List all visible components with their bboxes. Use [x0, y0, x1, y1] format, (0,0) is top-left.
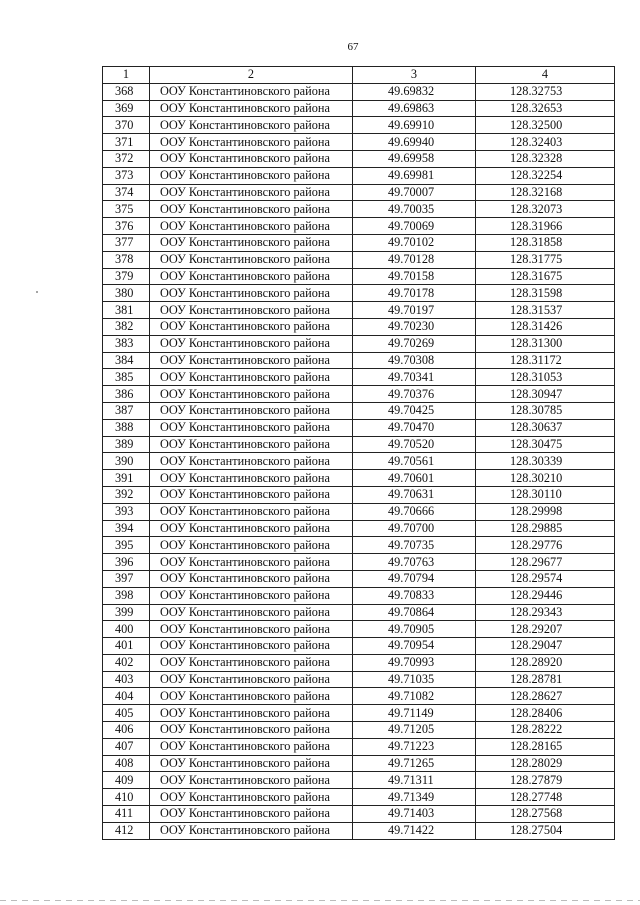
organization-name: ООУ Константиновского района [150, 554, 353, 571]
table-row [103, 386, 615, 403]
latitude-value: 49.70102 [353, 234, 476, 251]
longitude-value: 128.30785 [476, 402, 615, 419]
page-number: 67 [347, 41, 359, 53]
latitude-value: 49.70735 [353, 537, 476, 554]
row-number: 370 [103, 117, 150, 134]
longitude-value: 128.30110 [476, 486, 615, 503]
longitude-value: 128.32168 [476, 184, 615, 201]
table-row [103, 436, 615, 453]
longitude-value: 128.30947 [476, 386, 615, 403]
organization-name: ООУ Константиновского района [150, 251, 353, 268]
latitude-value: 49.70700 [353, 520, 476, 537]
organization-name: ООУ Константиновского района [150, 822, 353, 839]
organization-name: ООУ Константиновского района [150, 335, 353, 352]
latitude-value: 49.70007 [353, 184, 476, 201]
organization-name: ООУ Константиновского района [150, 705, 353, 722]
longitude-value: 128.32753 [476, 83, 615, 100]
row-number: 385 [103, 369, 150, 386]
longitude-value: 128.29677 [476, 554, 615, 571]
row-number: 408 [103, 755, 150, 772]
organization-name: ООУ Константиновского района [150, 234, 353, 251]
row-number: 373 [103, 167, 150, 184]
latitude-value: 49.70128 [353, 251, 476, 268]
latitude-value: 49.71403 [353, 806, 476, 823]
row-number: 386 [103, 386, 150, 403]
table-row [103, 268, 615, 285]
organization-name: ООУ Константиновского района [150, 755, 353, 772]
latitude-value: 49.70230 [353, 318, 476, 335]
latitude-value: 49.70631 [353, 486, 476, 503]
row-number: 369 [103, 100, 150, 117]
table-row [103, 201, 615, 218]
header-col-1: 1 [103, 67, 150, 84]
longitude-value: 128.32500 [476, 117, 615, 134]
row-number: 397 [103, 570, 150, 587]
organization-name: ООУ Константиновского района [150, 688, 353, 705]
row-number: 372 [103, 150, 150, 167]
table-row [103, 318, 615, 335]
table-row [103, 251, 615, 268]
margin-speck [36, 291, 38, 293]
organization-name: ООУ Константиновского района [150, 604, 353, 621]
organization-name: ООУ Константиновского района [150, 419, 353, 436]
latitude-value: 49.70308 [353, 352, 476, 369]
table-row [103, 604, 615, 621]
organization-name: ООУ Константиновского района [150, 503, 353, 520]
row-number: 405 [103, 705, 150, 722]
table-row [103, 218, 615, 235]
organization-name: ООУ Константиновского района [150, 671, 353, 688]
longitude-value: 128.31858 [476, 234, 615, 251]
organization-name: ООУ Константиновского района [150, 722, 353, 739]
row-number: 406 [103, 722, 150, 739]
row-number: 409 [103, 772, 150, 789]
longitude-value: 128.32254 [476, 167, 615, 184]
table-row [103, 453, 615, 470]
longitude-value: 128.31172 [476, 352, 615, 369]
longitude-value: 128.29998 [476, 503, 615, 520]
longitude-value: 128.31966 [476, 218, 615, 235]
latitude-value: 49.71082 [353, 688, 476, 705]
header-col-2: 2 [150, 67, 353, 84]
longitude-value: 128.31775 [476, 251, 615, 268]
latitude-value: 49.70763 [353, 554, 476, 571]
latitude-value: 49.70425 [353, 402, 476, 419]
organization-name: ООУ Константиновского района [150, 470, 353, 487]
organization-name: ООУ Константиновского района [150, 537, 353, 554]
row-number: 383 [103, 335, 150, 352]
organization-name: ООУ Константиновского района [150, 453, 353, 470]
table-row [103, 806, 615, 823]
organization-name: ООУ Константиновского района [150, 184, 353, 201]
longitude-value: 128.31675 [476, 268, 615, 285]
latitude-value: 49.70954 [353, 638, 476, 655]
table-row [103, 184, 615, 201]
latitude-value: 49.70833 [353, 587, 476, 604]
longitude-value: 128.30637 [476, 419, 615, 436]
longitude-value: 128.28920 [476, 654, 615, 671]
latitude-value: 49.69863 [353, 100, 476, 117]
longitude-value: 128.27568 [476, 806, 615, 823]
latitude-value: 49.69940 [353, 134, 476, 151]
row-number: 375 [103, 201, 150, 218]
table-row [103, 772, 615, 789]
header-row [103, 67, 615, 84]
latitude-value: 49.70158 [353, 268, 476, 285]
table-header [103, 67, 615, 84]
table-row [103, 554, 615, 571]
organization-name: ООУ Константиновского района [150, 318, 353, 335]
latitude-value: 49.71265 [353, 755, 476, 772]
latitude-value: 49.70520 [353, 436, 476, 453]
organization-name: ООУ Константиновского района [150, 302, 353, 319]
table-row [103, 167, 615, 184]
latitude-value: 49.71223 [353, 738, 476, 755]
row-number: 398 [103, 587, 150, 604]
organization-name: ООУ Константиновского района [150, 352, 353, 369]
longitude-value: 128.28627 [476, 688, 615, 705]
table-row [103, 587, 615, 604]
table-row [103, 705, 615, 722]
row-number: 378 [103, 251, 150, 268]
latitude-value: 49.71035 [353, 671, 476, 688]
row-number: 368 [103, 83, 150, 100]
longitude-value: 128.29776 [476, 537, 615, 554]
longitude-value: 128.31598 [476, 285, 615, 302]
organization-name: ООУ Константиновского района [150, 486, 353, 503]
organization-name: ООУ Константиновского района [150, 738, 353, 755]
table-row [103, 402, 615, 419]
longitude-value: 128.31537 [476, 302, 615, 319]
table-row [103, 722, 615, 739]
row-number: 393 [103, 503, 150, 520]
table-row [103, 335, 615, 352]
latitude-value: 49.69910 [353, 117, 476, 134]
latitude-value: 49.70601 [353, 470, 476, 487]
longitude-value: 128.32403 [476, 134, 615, 151]
table-body [103, 83, 615, 839]
latitude-value: 49.70666 [353, 503, 476, 520]
latitude-value: 49.70864 [353, 604, 476, 621]
organization-name: ООУ Константиновского района [150, 638, 353, 655]
longitude-value: 128.28222 [476, 722, 615, 739]
table-row [103, 486, 615, 503]
longitude-value: 128.29343 [476, 604, 615, 621]
organization-name: ООУ Константиновского района [150, 621, 353, 638]
row-number: 402 [103, 654, 150, 671]
table-row [103, 100, 615, 117]
latitude-value: 49.71311 [353, 772, 476, 789]
row-number: 374 [103, 184, 150, 201]
scan-edge-mark [0, 900, 640, 901]
organization-name: ООУ Константиновского района [150, 436, 353, 453]
table-row [103, 369, 615, 386]
longitude-value: 128.31426 [476, 318, 615, 335]
table-row [103, 285, 615, 302]
row-number: 392 [103, 486, 150, 503]
table-row [103, 570, 615, 587]
table-row [103, 688, 615, 705]
longitude-value: 128.28406 [476, 705, 615, 722]
longitude-value: 128.29446 [476, 587, 615, 604]
table-row [103, 302, 615, 319]
latitude-value: 49.70269 [353, 335, 476, 352]
row-number: 382 [103, 318, 150, 335]
table-row [103, 789, 615, 806]
table-row [103, 117, 615, 134]
latitude-value: 49.69958 [353, 150, 476, 167]
table-row [103, 150, 615, 167]
row-number: 396 [103, 554, 150, 571]
longitude-value: 128.30210 [476, 470, 615, 487]
longitude-value: 128.28781 [476, 671, 615, 688]
organization-name: ООУ Константиновского района [150, 806, 353, 823]
latitude-value: 49.69832 [353, 83, 476, 100]
organization-name: ООУ Константиновского района [150, 150, 353, 167]
organization-name: ООУ Константиновского района [150, 772, 353, 789]
row-number: 400 [103, 621, 150, 638]
latitude-value: 49.70178 [353, 285, 476, 302]
longitude-value: 128.29574 [476, 570, 615, 587]
row-number: 410 [103, 789, 150, 806]
table-row [103, 134, 615, 151]
row-number: 388 [103, 419, 150, 436]
latitude-value: 49.71349 [353, 789, 476, 806]
organization-name: ООУ Константиновского района [150, 285, 353, 302]
longitude-value: 128.32653 [476, 100, 615, 117]
organization-name: ООУ Константиновского района [150, 369, 353, 386]
longitude-value: 128.27504 [476, 822, 615, 839]
table-row [103, 621, 615, 638]
latitude-value: 49.70341 [353, 369, 476, 386]
latitude-value: 49.70561 [353, 453, 476, 470]
latitude-value: 49.69981 [353, 167, 476, 184]
latitude-value: 49.70993 [353, 654, 476, 671]
longitude-value: 128.29047 [476, 638, 615, 655]
longitude-value: 128.29885 [476, 520, 615, 537]
row-number: 379 [103, 268, 150, 285]
table-row [103, 537, 615, 554]
organization-name: ООУ Константиновского района [150, 386, 353, 403]
header-col-4: 4 [476, 67, 615, 84]
header-col-3: 3 [353, 67, 476, 84]
organization-name: ООУ Константиновского района [150, 570, 353, 587]
row-number: 384 [103, 352, 150, 369]
latitude-value: 49.70069 [353, 218, 476, 235]
latitude-value: 49.71205 [353, 722, 476, 739]
longitude-value: 128.32073 [476, 201, 615, 218]
row-number: 389 [103, 436, 150, 453]
organization-name: ООУ Константиновского района [150, 134, 353, 151]
row-number: 394 [103, 520, 150, 537]
longitude-value: 128.29207 [476, 621, 615, 638]
organization-name: ООУ Константиновского района [150, 167, 353, 184]
row-number: 401 [103, 638, 150, 655]
row-number: 403 [103, 671, 150, 688]
longitude-value: 128.28165 [476, 738, 615, 755]
longitude-value: 128.31300 [476, 335, 615, 352]
row-number: 380 [103, 285, 150, 302]
row-number: 376 [103, 218, 150, 235]
latitude-value: 49.70470 [353, 419, 476, 436]
row-number: 390 [103, 453, 150, 470]
organization-name: ООУ Константиновского района [150, 587, 353, 604]
table-row [103, 755, 615, 772]
row-number: 399 [103, 604, 150, 621]
table-row [103, 654, 615, 671]
organization-name: ООУ Константиновского района [150, 83, 353, 100]
organization-name: ООУ Константиновского района [150, 100, 353, 117]
table-row [103, 738, 615, 755]
row-number: 407 [103, 738, 150, 755]
table-row [103, 470, 615, 487]
latitude-value: 49.70376 [353, 386, 476, 403]
row-number: 395 [103, 537, 150, 554]
latitude-value: 49.70197 [353, 302, 476, 319]
row-number: 371 [103, 134, 150, 151]
longitude-value: 128.27879 [476, 772, 615, 789]
table-row [103, 503, 615, 520]
row-number: 377 [103, 234, 150, 251]
table-row [103, 822, 615, 839]
latitude-value: 49.71149 [353, 705, 476, 722]
table-row [103, 638, 615, 655]
row-number: 412 [103, 822, 150, 839]
table-row [103, 671, 615, 688]
organization-name: ООУ Константиновского района [150, 218, 353, 235]
row-number: 381 [103, 302, 150, 319]
latitude-value: 49.70794 [353, 570, 476, 587]
table-row [103, 234, 615, 251]
organization-name: ООУ Константиновского района [150, 117, 353, 134]
longitude-value: 128.27748 [476, 789, 615, 806]
longitude-value: 128.30475 [476, 436, 615, 453]
organization-name: ООУ Константиновского района [150, 201, 353, 218]
latitude-value: 49.71422 [353, 822, 476, 839]
organization-name: ООУ Константиновского района [150, 520, 353, 537]
table-row [103, 83, 615, 100]
table-row [103, 419, 615, 436]
row-number: 411 [103, 806, 150, 823]
row-number: 387 [103, 402, 150, 419]
longitude-value: 128.32328 [476, 150, 615, 167]
row-number: 391 [103, 470, 150, 487]
organization-name: ООУ Константиновского района [150, 402, 353, 419]
longitude-value: 128.31053 [476, 369, 615, 386]
table-row [103, 352, 615, 369]
organization-name: ООУ Константиновского района [150, 654, 353, 671]
longitude-value: 128.28029 [476, 755, 615, 772]
coordinates-table [102, 66, 615, 840]
table-row [103, 520, 615, 537]
organization-name: ООУ Константиновского района [150, 268, 353, 285]
organization-name: ООУ Константиновского района [150, 789, 353, 806]
longitude-value: 128.30339 [476, 453, 615, 470]
row-number: 404 [103, 688, 150, 705]
latitude-value: 49.70905 [353, 621, 476, 638]
latitude-value: 49.70035 [353, 201, 476, 218]
